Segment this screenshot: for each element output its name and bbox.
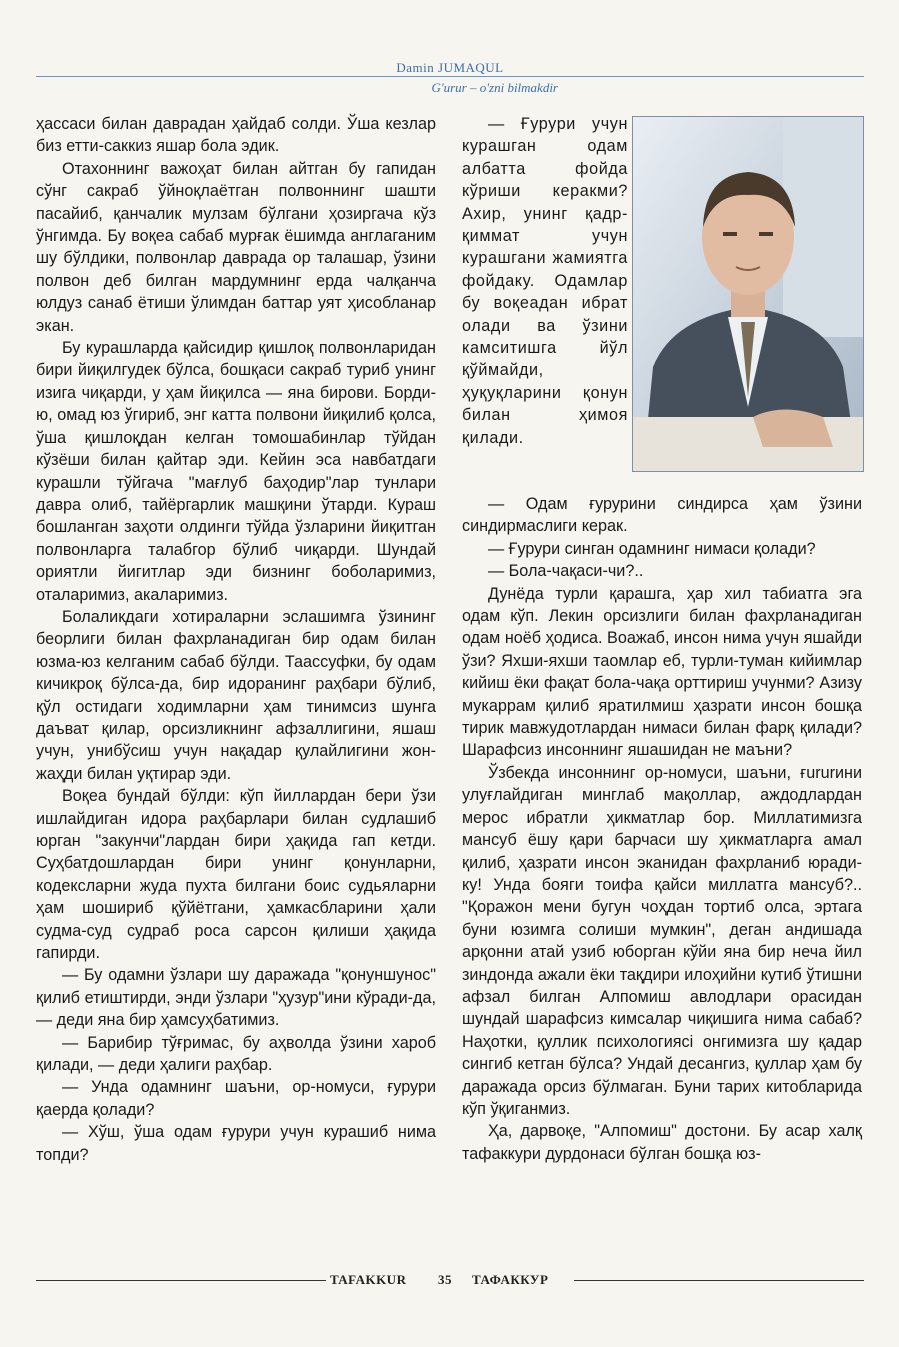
paragraph: — Бу одамни ўзлари шу даражада "қонуншунос" қилиб етиштирди, энди ўзлари "ҳузур"ини кўради-да, — деди яна бир ҳамсуҳбатимиз. <box>36 966 436 1030</box>
paragraph: — Унда одамнинг шаъни, ор-номуси, ғурури қаерда қолади? <box>36 1078 436 1119</box>
running-header <box>36 56 864 102</box>
left-column <box>36 113 436 1166</box>
right-column-top <box>462 113 628 449</box>
paragraph: — Одам ғурурини синдирса ҳам ўзини синдирмаслиги керак. <box>462 495 862 536</box>
article-subtitle: G'urur – o'zni bilmakdir <box>431 80 558 95</box>
paragraph: Воқеа бундай бўлди: кўп йиллардан бери ўзи ишлайдиган идора раҳбарлари билан судлашиб юрган "закунчи"лардан бири ҳақида гап кетди. Суҳбатдошлардан бири унинг қонунларни, кодексларни жуда пухта билгани боис судьяларни ҳам шошириб қўйётгани, ҳамкасбларини ҳали судма-суд судраб роса сарсон қилиши ҳақида гапирди. <box>36 787 436 963</box>
author-name: Damin JUMAQUL <box>396 60 504 75</box>
page-number: 35 <box>438 1272 452 1287</box>
paragraph: — Ғурури синган одамнинг нимаси қолади? <box>488 539 816 558</box>
magazine-name-latin: TAFAKKUR <box>330 1272 407 1287</box>
paragraph: — Хўш, ўша одам ғурури учун курашиб нима топди? <box>36 1123 436 1164</box>
magazine-name-cyrillic: ТАФАККУР <box>472 1272 549 1287</box>
paragraph: Бу курашларда қайсидир қишлоқ полвонларидан бири йиқилгудек бўлса, бошқаси сакраб туриб унинг изига чиқарди, у ҳам йиқилса — яна бирови. Борди-ю, омад юз ўгириб, энг катта полвони йиқилиб қолса, ўша қишлоқдан келган томошабинлар тўйдан кўзёши билан қайтар эди. Кейин эса навбатдаги курашли тўйгача "мағлуб баҳодир"лар тунлари давра олиб, тайёргарлик машқини ўтарди. Кураш бошланган заҳоти олдинги тўйда ўзларини йиқитган полвонларга талабгор бўлиб чиқарди. Шундай ориятли йигитлар эди бизнинг боболаримиз, оталаримиз, акаларимиз. <box>36 339 436 604</box>
page-footer <box>36 1267 864 1297</box>
header-rule <box>36 76 864 77</box>
paragraph: ҳассаси билан даврадан ҳайдаб солди. Ўша кезлар биз етти-саккиз яшар бола эдик. <box>36 115 436 156</box>
paragraph: Отахоннинг важоҳат билан айтган бу гапидан сўнг сакраб ўйноқлаётган полвоннинг шашти пасайиб, қанчалик мулзам бўлгани ҳозиргача кўз ўнгимда. Бу воқеа сабаб мурғак ёшимда англаганим шу бўлдики, полвонлар даврада ор талашар, ўзини полвон деб билган мардумнинг ерда чалқанча юлдуз санаб ётиши ўлимдан баттар уят ҳисобланар экан. <box>36 159 436 335</box>
paragraph: — Барибир тўғримас, бу аҳволда ўзини хароб қилади, — деди ҳалиги раҳбар. <box>36 1033 436 1075</box>
paragraph: Ўзбекда инсоннинг ор-номуси, шаъни, ғururини улуғлайдиган минглаб мақоллар, аждодлардан мерос ибратли ҳикматлар бор. Миллатимизга мансуб ёшу қари барчаси шу ҳикматларга амал қилиб, ҳазрати инсон эканидан фахрланиб юради-ку! Унда бояги тоифа қайси миллатга мансуб?.. "Қоражон мени бугун чоҳдан тортиб олса, эртага буни юзимга солиши мумкин", деган андишада арқонни атай узиб юборган кўйи яна бир неча йил зиндонда ажали ёки тақдири илоҳийни кутиб ўтишни афзал билган Алпомиш авлодлари орасидан шундай шарафсиз кимсалар чиқишига нима сабаб? Наҳотки, қуллик психологиясi онгимизга шу қадар сингиб кетган бўлса? Ундай десангиз, қуллар ҳам бу даражада орсиз бўлмаган. Буни тарих китобларида кўп ўқиганмиз. <box>462 763 862 1118</box>
paragraph: Ҳа, дарвоқе, "Алпомиш" достони. Бу асар халқ тафаккури дурдонаси бўлган бошқа юз- <box>462 1122 862 1163</box>
footer-rule-left <box>36 1280 326 1281</box>
right-column <box>462 493 862 1165</box>
author-photo <box>632 116 864 472</box>
paragraph: Болаликдаги хотираларни эслашимга ўзининг беорлиги билан фахрланадиган бир одам билан юзма-юз келганим сабаб бўлди. Таассуфки, бу одам кичикроқ бўлса-да, бир идоранинг раҳбари бўлиб, қўл остидаги ходимларни ҳам тинимсиз шунга даъват қилар, орсизликнинг афзаллигини, яшаш учун, унибўсиш учун нақадар қулайлигини жон-жаҳди билан уқтирар эди. <box>36 607 436 783</box>
paragraph: Дунёда турли қарашга, ҳар хил табиатга эга одам кўп. Лекин орсизлиги билан фахрланадиган одам ноёб ҳодиса. Воажаб, инсон нима учун яшайди ўзи? Яхши-яхши таомлар еб, турли-туман кийимлар кийиш ёки фақат бола-чақа орттириш учунми? Азизу мукаррам қилиб яратилмиш ҳазрати инсон бошқа тирик мавжудотлардан нимаси билан фарқ қилади? Шарафсиз инсоннинг яшашидан не маъни? <box>462 584 862 760</box>
footer-rule-right <box>574 1280 864 1281</box>
portrait-image <box>633 117 863 471</box>
paragraph: — Бола-чақаси-чи?.. <box>488 562 644 581</box>
paragraph: — Ғурури учун курашган одам албатта фойда кўриши керакми? Ахир, унинг қадр-қиммат учун курашгани жамиятга фойдаку. Одамлар бу воқеадан ибрат олади ва ўзини камситишга йўл қўймайди, ҳуқуқларини қонун билан ҳимоя қилади. <box>462 115 628 447</box>
